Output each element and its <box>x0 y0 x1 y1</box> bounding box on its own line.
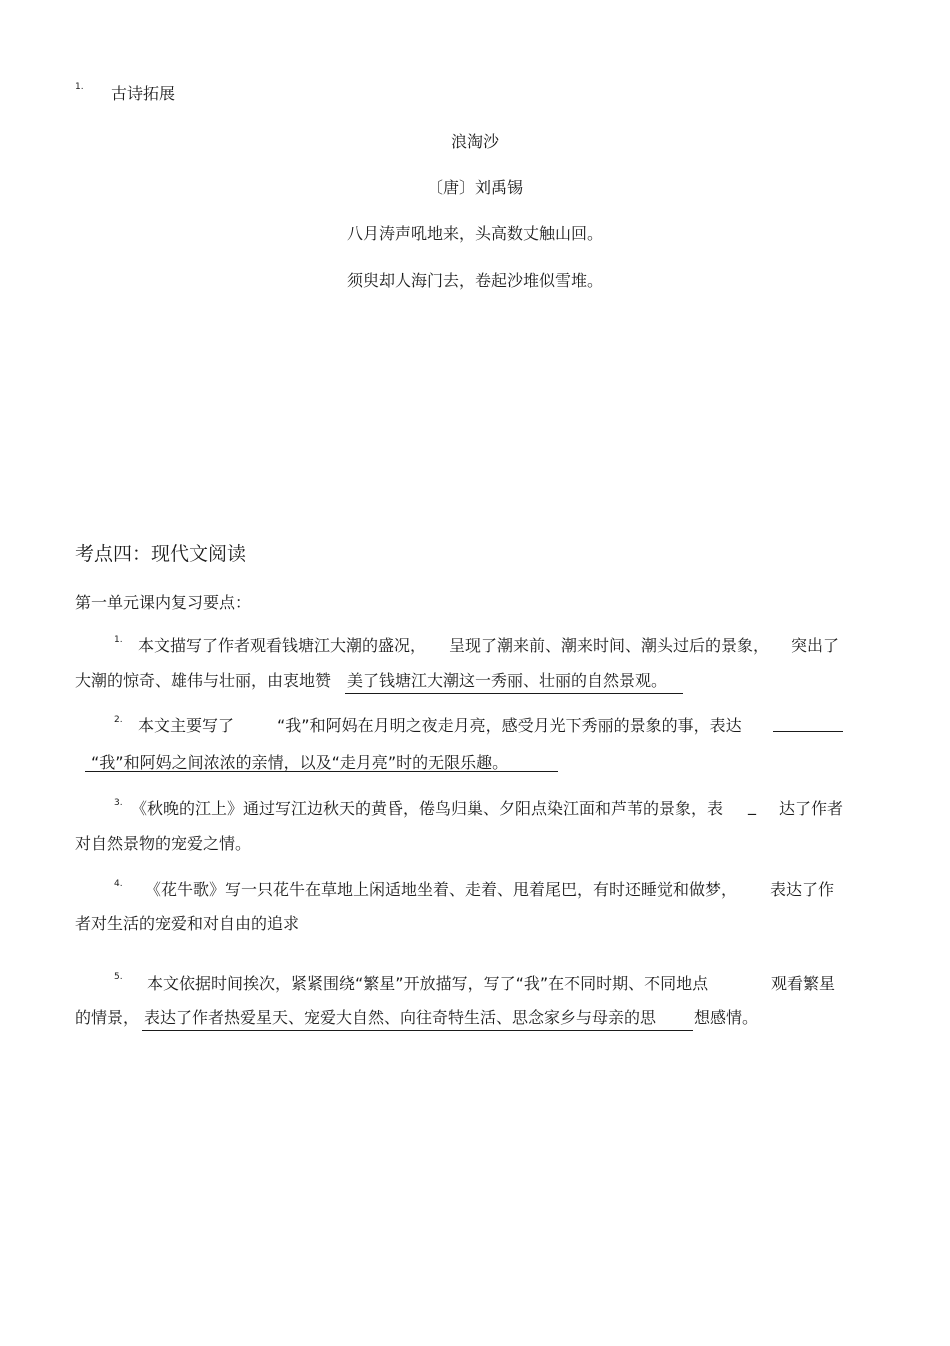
section-heading: 考点四：现代文阅读 <box>75 543 247 565</box>
section-title: 古诗拓展 <box>111 84 176 103</box>
item-text: 想感情。 <box>694 1008 759 1027</box>
item-text: “我”和阿妈在月明之夜走月亮，感受月光下秀丽的景象的事，表达 <box>277 716 742 735</box>
item-text: 本文依据时间挨次，紧紧围绕“繁星”开放描写，写了“我”在不同时期、不同地点 <box>147 974 709 993</box>
item-text: 对自然景物的宠爱之情。 <box>75 834 252 853</box>
list-number: 1. <box>114 635 123 645</box>
poem-title: 浪淘沙 <box>450 132 499 151</box>
underline <box>85 771 558 772</box>
item-text-underlined: “我”和阿妈之间浓浓的亲情，以及“走月亮”时的无限乐趣。 <box>91 753 509 772</box>
item-text: 《秋晚的江上》通过写江边秋天的黄昏，倦鸟归巢、夕阳点染江面和芦苇的景象，表 <box>131 799 724 818</box>
item-text-underlined: 美了钱塘江大潮这一秀丽、壮丽的自然景观。 <box>347 671 668 690</box>
list-number: 3. <box>114 798 123 808</box>
item-text: 本文主要写了 <box>138 716 235 735</box>
poem-line-2: 须臾却人海门去，卷起沙堆似雪堆。 <box>346 271 603 290</box>
item-text: 达了作者 <box>779 799 844 818</box>
list-number: 4. <box>114 879 123 889</box>
item-text: 的情景， <box>75 1008 140 1027</box>
item-text: 大潮的惊奇、雄伟与壮丽，由衷地赞 <box>75 671 332 690</box>
blank-line <box>773 731 843 732</box>
item-text: 呈现了潮来前、潮来时间、潮头过后的景象， <box>449 636 770 655</box>
underline <box>142 1030 693 1031</box>
list-number: 1. <box>75 82 84 92</box>
item-text: 突出了 <box>791 636 840 655</box>
underline <box>345 693 683 694</box>
poem-author: 〔唐〕刘禹锡 <box>426 178 523 197</box>
item-text: 者对生活的宠爱和对自由的追求 <box>75 914 300 933</box>
section-subheading: 第一单元课内复习要点： <box>75 593 252 612</box>
poem-line-1: 八月涛声吼地来，头高数丈触山回。 <box>346 224 603 243</box>
item-text: 表达了作 <box>770 880 835 899</box>
item-text: 观看繁星 <box>771 974 836 993</box>
list-number: 5. <box>114 972 123 982</box>
item-text: _ <box>748 796 756 815</box>
list-number: 2. <box>114 715 123 725</box>
item-text-underlined: 表达了作者热爱星天、宠爱大自然、向往奇特生活、思念家乡与母亲的思 <box>144 1008 657 1027</box>
item-text: 《花牛歌》写一只花牛在草地上闲适地坐着、走着、甩着尾巴，有时还睡觉和做梦， <box>145 880 738 899</box>
item-text: 本文描写了作者观看钱塘江大潮的盛况， <box>138 636 427 655</box>
